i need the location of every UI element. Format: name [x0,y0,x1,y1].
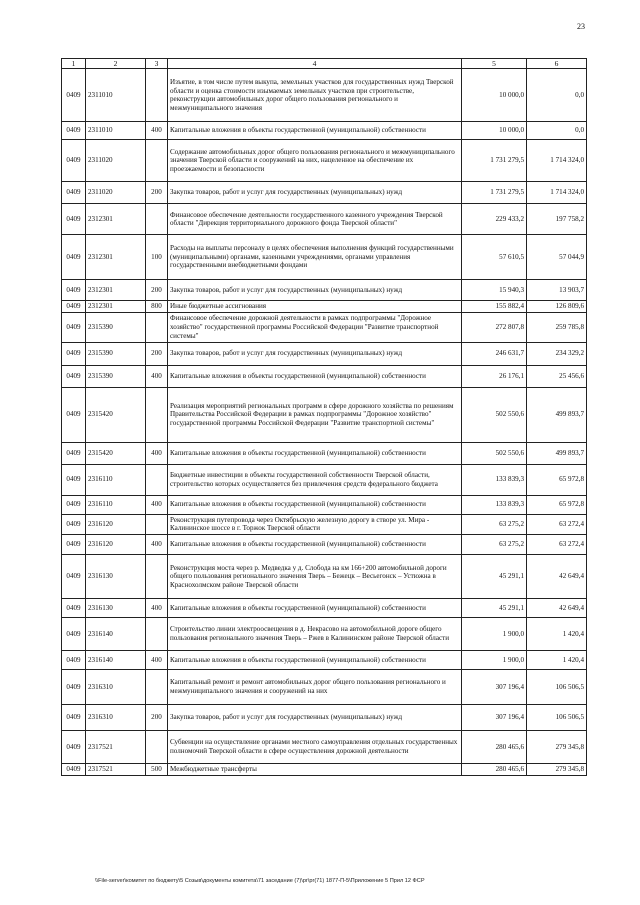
item-name-cell: Закупка товаров, работ и услуг для государственных (муниципальных) нужд [168,705,462,731]
amount-col6-cell: 1 420,4 [527,618,587,651]
article-code-cell: 2316120 [86,514,146,534]
amount-col5-cell: 1 731 279,5 [462,140,527,182]
amount-col6-cell: 65 972,8 [527,464,587,495]
item-name-cell: Капитальные вложения в объекты государственной (муниципальной) собственности [168,599,462,618]
amount-col5-cell: 502 550,6 [462,387,527,442]
section-code-cell: 0409 [62,442,86,464]
amount-col5-cell: 15 940,3 [462,280,527,301]
table-row [62,280,587,301]
amount-col6-cell: 1 714 324,0 [527,182,587,204]
expense-type-cell [146,555,168,599]
page-number: 23 [577,22,585,31]
item-name-cell: Реконструкция путепровода через Октябрьскую железную дорогу в створе ул. Мира - Калининское шоссе в г. Торжок Тверской области [168,514,462,534]
amount-col6-cell: 63 272,4 [527,535,587,555]
section-code-cell: 0409 [62,122,86,140]
table-row [62,731,587,764]
amount-col6-cell: 234 329,2 [527,342,587,365]
amount-col6-cell: 279 345,8 [527,764,587,776]
article-code-cell: 2312301 [86,235,146,280]
expense-type-cell: 400 [146,442,168,464]
amount-col5-cell: 57 610,5 [462,235,527,280]
article-code-cell: 2315390 [86,365,146,387]
article-code-cell: 2316130 [86,599,146,618]
column-header-2: 2 [86,59,146,69]
expense-type-cell [146,514,168,534]
item-name-cell: Содержание автомобильных дорог общего пользования регионального и межмуниципального значения Тверской области и сооружений на них, нацеленное на обеспечение их проезжаемости и безопасности [168,140,462,182]
amount-col5-cell: 1 900,0 [462,651,527,670]
amount-col6-cell: 126 809,6 [527,301,587,313]
item-name-cell: Капитальные вложения в объекты государственной (муниципальной) собственности [168,365,462,387]
table-row [62,599,587,618]
expense-type-cell: 400 [146,599,168,618]
item-name-cell: Финансовое обеспечение деятельности государственного казенного учреждения Тверской области "Дирекция территориального дорожного фонда Тверской области" [168,204,462,235]
amount-col5-cell: 246 631,7 [462,342,527,365]
item-name-cell: Капитальные вложения в объекты государственной (муниципальной) собственности [168,122,462,140]
table-row [62,122,587,140]
amount-col5-cell: 133 839,3 [462,464,527,495]
column-header-3: 3 [146,59,168,69]
amount-col5-cell: 155 882,4 [462,301,527,313]
table-row [62,705,587,731]
amount-col6-cell: 499 893,7 [527,442,587,464]
section-code-cell: 0409 [62,464,86,495]
table-row [62,140,587,182]
amount-col5-cell: 307 196,4 [462,670,527,705]
item-name-cell: Закупка товаров, работ и услуг для государственных (муниципальных) нужд [168,182,462,204]
section-code-cell: 0409 [62,365,86,387]
article-code-cell: 2316110 [86,464,146,495]
article-code-cell: 2312301 [86,280,146,301]
table-row [62,235,587,280]
expense-type-cell [146,731,168,764]
amount-col6-cell: 13 903,7 [527,280,587,301]
amount-col5-cell: 10 000,0 [462,122,527,140]
item-name-cell: Межбюджетные трансферты [168,764,462,776]
table-row [62,555,587,599]
article-code-cell: 2315390 [86,312,146,342]
section-code-cell: 0409 [62,204,86,235]
amount-col5-cell: 45 291,1 [462,555,527,599]
article-code-cell: 2316120 [86,535,146,555]
section-code-cell: 0409 [62,705,86,731]
table-row [62,204,587,235]
expense-type-cell: 400 [146,365,168,387]
section-code-cell: 0409 [62,555,86,599]
footer-file-path: \\File-server\комитет по бюджету\5 Созыв\документы комитета\71 заседание (7)\pr\pr(71) 1877-П-5\Приложение 5 Прил 12 ФСР [95,878,425,884]
amount-col6-cell: 1 714 324,0 [527,140,587,182]
expense-type-cell: 500 [146,764,168,776]
article-code-cell: 2315420 [86,442,146,464]
article-code-cell: 2316110 [86,495,146,514]
section-code-cell: 0409 [62,599,86,618]
article-code-cell: 2311010 [86,122,146,140]
expense-type-cell: 400 [146,651,168,670]
expense-type-cell: 200 [146,280,168,301]
expense-type-cell [146,69,168,122]
item-name-cell: Расходы на выплаты персоналу в целях обеспечения выполнения функций государственными (муниципальными) органами, казенными учреждениями, органами управления государственными внебюджетными фондами [168,235,462,280]
table-row [62,312,587,342]
amount-col6-cell: 25 456,6 [527,365,587,387]
amount-col5-cell: 133 839,3 [462,495,527,514]
expense-type-cell [146,140,168,182]
column-header-6: 6 [527,59,587,69]
table-row [62,365,587,387]
section-code-cell: 0409 [62,280,86,301]
item-name-cell: Субвенции на осуществление органами местного самоуправления отдельных государственных полномочий Тверской области в сфере осуществления дорожной деятельности [168,731,462,764]
article-code-cell: 2316140 [86,651,146,670]
table-row [62,342,587,365]
expense-type-cell: 200 [146,182,168,204]
table-row [62,442,587,464]
expense-type-cell: 400 [146,495,168,514]
item-name-cell: Иные бюджетные ассигнования [168,301,462,313]
amount-col6-cell: 42 649,4 [527,555,587,599]
section-code-cell: 0409 [62,514,86,534]
table-row [62,495,587,514]
expense-type-cell: 400 [146,535,168,555]
item-name-cell: Капитальные вложения в объекты государственной (муниципальной) собственности [168,535,462,555]
amount-col5-cell: 229 433,2 [462,204,527,235]
column-header-5: 5 [462,59,527,69]
item-name-cell: Реконструкция моста через р. Медведка у д. Слобода на км 166+200 автомобильной дороги общего пользования регионального значения Тверь – Бежецк – Весьегонск – Устюжна в Краснохолмском районе Тверской области [168,555,462,599]
table-row [62,301,587,313]
amount-col5-cell: 10 000,0 [462,69,527,122]
expense-type-cell [146,618,168,651]
section-code-cell: 0409 [62,235,86,280]
article-code-cell: 2311020 [86,182,146,204]
section-code-cell: 0409 [62,670,86,705]
section-code-cell: 0409 [62,387,86,442]
table-row [62,464,587,495]
table-row [62,651,587,670]
article-code-cell: 2317521 [86,731,146,764]
item-name-cell: Бюджетные инвестиции в объекты государственной собственности Тверской области, строительство которых осуществляется без привлечения средств федерального бюджета [168,464,462,495]
item-name-cell: Капитальные вложения в объекты государственной (муниципальной) собственности [168,442,462,464]
table-row [62,182,587,204]
table-row [62,514,587,534]
article-code-cell: 2312301 [86,204,146,235]
expense-type-cell: 200 [146,705,168,731]
expense-type-cell [146,670,168,705]
column-header-1: 1 [62,59,86,69]
amount-col6-cell: 499 893,7 [527,387,587,442]
amount-col5-cell: 1 900,0 [462,618,527,651]
amount-col5-cell: 272 807,8 [462,312,527,342]
item-name-cell: Финансовое обеспечение дорожной деятельности в рамках подпрограммы "Дорожное хозяйство" государственной программы Российской Федерации "Развитие транспортной системы" [168,312,462,342]
expense-type-cell [146,204,168,235]
item-name-cell: Изъятие, в том числе путем выкупа, земельных участков для государственных нужд Тверской области и оценка стоимости изымаемых земельных участков при строительстве, реконструкции автомобильных дорог общего пользования регионального и межмуниципального значения [168,69,462,122]
amount-col6-cell: 197 758,2 [527,204,587,235]
article-code-cell: 2316310 [86,670,146,705]
table-row [62,764,587,776]
amount-col5-cell: 502 550,6 [462,442,527,464]
expense-type-cell [146,387,168,442]
section-code-cell: 0409 [62,535,86,555]
amount-col5-cell: 280 465,6 [462,731,527,764]
table-row [62,387,587,442]
section-code-cell: 0409 [62,140,86,182]
expense-type-cell: 800 [146,301,168,313]
article-code-cell: 2312301 [86,301,146,313]
amount-col6-cell: 1 420,4 [527,651,587,670]
amount-col5-cell: 307 196,4 [462,705,527,731]
table-header-row [62,59,587,69]
expense-type-cell [146,312,168,342]
section-code-cell: 0409 [62,69,86,122]
section-code-cell: 0409 [62,651,86,670]
amount-col6-cell: 259 785,8 [527,312,587,342]
item-name-cell: Капитальный ремонт и ремонт автомобильных дорог общего пользования регионального и межмуниципального значения и сооружений на них [168,670,462,705]
section-code-cell: 0409 [62,495,86,514]
amount-col6-cell: 57 044,9 [527,235,587,280]
amount-col6-cell: 65 972,8 [527,495,587,514]
article-code-cell: 2315420 [86,387,146,442]
article-code-cell: 2316130 [86,555,146,599]
expense-type-cell: 100 [146,235,168,280]
table-row [62,69,587,122]
section-code-cell: 0409 [62,342,86,365]
expense-type-cell: 200 [146,342,168,365]
item-name-cell: Капитальные вложения в объекты государственной (муниципальной) собственности [168,651,462,670]
section-code-cell: 0409 [62,312,86,342]
budget-table [61,58,587,776]
item-name-cell: Закупка товаров, работ и услуг для государственных (муниципальных) нужд [168,342,462,365]
article-code-cell: 2316140 [86,618,146,651]
item-name-cell: Закупка товаров, работ и услуг для государственных (муниципальных) нужд [168,280,462,301]
table-row [62,535,587,555]
amount-col6-cell: 63 272,4 [527,514,587,534]
amount-col6-cell: 106 506,5 [527,670,587,705]
amount-col6-cell: 0,0 [527,69,587,122]
column-header-4: 4 [168,59,462,69]
amount-col5-cell: 45 291,1 [462,599,527,618]
amount-col5-cell: 280 465,6 [462,764,527,776]
article-code-cell: 2315390 [86,342,146,365]
article-code-cell: 2317521 [86,764,146,776]
table-row [62,618,587,651]
amount-col6-cell: 279 345,8 [527,731,587,764]
item-name-cell: Капитальные вложения в объекты государственной (муниципальной) собственности [168,495,462,514]
amount-col5-cell: 63 275,2 [462,514,527,534]
amount-col5-cell: 1 731 279,5 [462,182,527,204]
expense-type-cell: 400 [146,122,168,140]
section-code-cell: 0409 [62,618,86,651]
expense-type-cell [146,464,168,495]
section-code-cell: 0409 [62,182,86,204]
item-name-cell: Строительство линии электроосвещения в д. Некрасово на автомобильной дороге общего пользования регионального значения Тверь – Ржев в Калининском районе Тверской области [168,618,462,651]
amount-col5-cell: 63 275,2 [462,535,527,555]
article-code-cell: 2311020 [86,140,146,182]
section-code-cell: 0409 [62,764,86,776]
amount-col6-cell: 0,0 [527,122,587,140]
table-row [62,670,587,705]
amount-col6-cell: 106 506,5 [527,705,587,731]
section-code-cell: 0409 [62,301,86,313]
section-code-cell: 0409 [62,731,86,764]
article-code-cell: 2316310 [86,705,146,731]
amount-col6-cell: 42 649,4 [527,599,587,618]
amount-col5-cell: 26 176,1 [462,365,527,387]
article-code-cell: 2311010 [86,69,146,122]
item-name-cell: Реализация мероприятий региональных программ в сфере дорожного хозяйства по решениям Правительства Российской Федерации в рамках подпрограммы "Дорожное хозяйство" государственной программы Российской Федерации "Развитие транспортной системы" [168,387,462,442]
